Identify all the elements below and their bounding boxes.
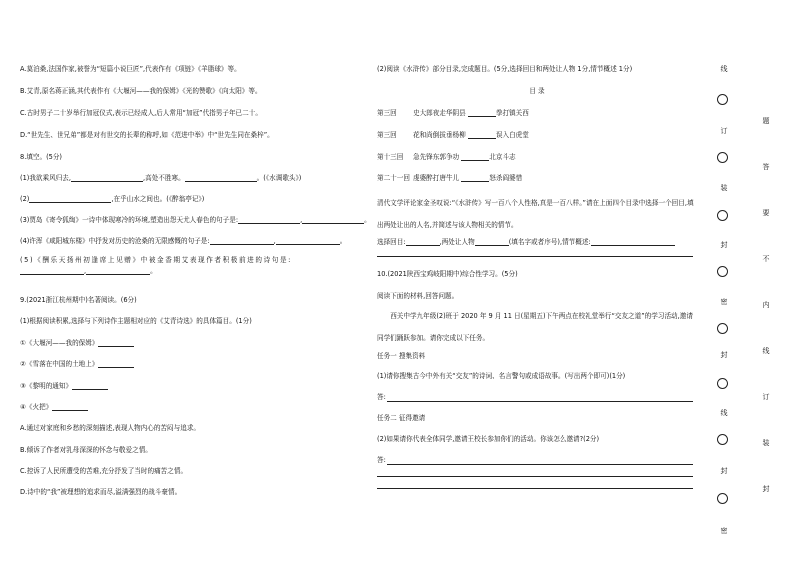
chapter-title-a: 急先锋东郭争功 — [413, 153, 460, 161]
margin-char: 要 — [762, 209, 770, 217]
q9-poem-2 — [20, 360, 134, 368]
chapter-number: 第三回 — [377, 109, 397, 117]
q9-part-1: (1)根据阅读积累,选择与下列诗作主题相对应的《艾青诗选》的具体篇目。(1分) — [20, 317, 252, 325]
poem-title: ③《黎明的通知》 — [20, 382, 73, 390]
task-1-answer — [377, 393, 386, 401]
answer-line — [377, 476, 693, 477]
answer-label: 答: — [377, 456, 386, 464]
margin-char: 线 — [720, 409, 728, 417]
task-2-question: (2)如果请你代表全体同学,邀请王校长参加你们的活动。你该怎么邀请?(2分) — [377, 435, 600, 443]
answer-label: 答: — [377, 393, 386, 401]
margin-char: 订 — [720, 127, 728, 135]
blank — [238, 216, 300, 224]
q9-poem-1 — [20, 339, 134, 347]
answer-line — [377, 256, 693, 257]
option-d-text: D.“世先生、世兄弟”都是对有世交的长辈的称呼,如《范进中举》中“世先生同在桑梓”。 — [20, 131, 274, 139]
binding-hole-icon — [717, 266, 728, 277]
margin-char: 密 — [720, 527, 728, 535]
margin-char: 封 — [762, 485, 770, 493]
question-9-heading: 9.(2021浙江杭州期中)名著阅读。(6分) — [20, 296, 137, 304]
blank — [98, 339, 134, 347]
answer-line-select — [377, 238, 675, 246]
toc-row-1 — [377, 109, 529, 117]
q9-poem-3 — [20, 382, 108, 390]
blank — [210, 237, 274, 245]
toc-row-4 — [377, 174, 522, 182]
margin-char: 答 — [762, 163, 770, 171]
q8-1-suffix: 。(《水调歌头》) — [256, 174, 302, 182]
q8-item-4: (4)许浑《咸阳城东楼》中抒发对历史的沧桑的无限感慨的句子是: , 。 — [20, 237, 347, 245]
q8-item-2 — [20, 195, 204, 203]
blank — [461, 153, 489, 161]
blank — [475, 238, 509, 246]
margin-char: 密 — [720, 298, 728, 306]
option-c-text: C.古时男子二十岁举行加冠仪式,表示已经成人,后人常用“加冠”代指男子年已二十。 — [20, 109, 262, 117]
margin-char: 封 — [720, 351, 728, 359]
chapter-title-b: 拳打镇关西 — [495, 109, 529, 117]
margin-char: 线 — [720, 65, 728, 73]
margin-char: 封 — [720, 241, 728, 249]
margin-char: 线 — [762, 347, 770, 355]
blank — [468, 131, 496, 139]
persons-label: ,两处让人物 — [439, 238, 475, 246]
q8-item-5-answer: , 。 — [20, 267, 157, 275]
q8-2-suffix: ,在乎山水之间也。(《醉翁亭记》) — [111, 195, 205, 203]
blank — [461, 174, 489, 182]
q8-item-3: (3)贾岛《寄令狐绹》一诗中体现寒冷的环境,塑造出怨天尤人春色的句子是: , 。 — [20, 216, 371, 224]
blank — [72, 382, 108, 390]
task-1-heading: 任务一 搜集资料 — [377, 352, 426, 360]
answer-line — [387, 464, 693, 465]
q9-poem-4 — [20, 403, 88, 411]
q8-1-mid: ,高处不胜寒。 — [143, 174, 185, 182]
binding-hole-icon — [717, 152, 728, 163]
q8-3-suffix: 。 — [364, 216, 371, 224]
answer-line — [387, 401, 693, 402]
binding-margin-outer — [712, 0, 736, 562]
blank — [185, 174, 257, 182]
task-1-question: (1)请你搜集古今中外有关“交友”的诗词、名言警句或成语故事。(写出两个即可)(1分) — [377, 372, 626, 380]
margin-char: 装 — [762, 439, 770, 447]
q8-item-1 — [20, 174, 301, 182]
chapter-title-b: 北京斗志 — [489, 153, 516, 161]
margin-char: 内 — [762, 301, 770, 309]
q8-1-prefix: (1)我欲乘风归去, — [20, 174, 71, 182]
chapter-title-b: 误入白虎堂 — [495, 131, 529, 139]
select-label: 选择回目: — [377, 238, 406, 246]
chapter-number: 第三回 — [377, 131, 397, 139]
q8-2-prefix: (2) — [20, 195, 30, 203]
binding-hole-icon — [717, 210, 728, 221]
margin-char: 订 — [762, 393, 770, 401]
binding-hole-icon — [717, 378, 728, 389]
q10-intro: 阅读下面的材料,回答问题。 — [377, 292, 459, 300]
binding-hole-icon — [717, 493, 728, 504]
poem-title: ②《雪落在中国的土地上》 — [20, 360, 99, 368]
margin-char: 题 — [762, 117, 770, 125]
toc-row-2 — [377, 131, 529, 139]
chapter-title-a: 花和尚倒拔垂杨柳 — [413, 131, 466, 139]
question-8-heading: 8.填空。(5分) — [20, 153, 63, 161]
blank — [302, 216, 364, 224]
blank — [52, 403, 88, 411]
chapter-number: 第二十一回 — [377, 174, 410, 182]
option-a-text: A.莫泊桑,法国作家,被誉为“短篇小说巨匠”,代表作有《项链》《羊脂球》等。 — [20, 65, 241, 73]
q8-4-suffix: 。 — [339, 237, 347, 245]
q9-option-b: B.倾诉了作者对乳母深深的怀念与敬爱之情。 — [20, 446, 152, 454]
plot-label: (填名字或者序号),情节概述: — [508, 238, 591, 246]
blank — [591, 238, 675, 246]
q8-3-prefix: (3)贾岛《寄令狐绹》一诗中体现寒冷的环境,塑造出怨天尤人春色的句子是: — [20, 216, 239, 224]
q10-material: 西关中学九年级(2)班于 2020 年 9 月 11 日(星期五)下午两点在校礼堂举行“交友之道”的学习活动,邀请同学们踊跃参加。请你完成以下任务。 — [377, 312, 693, 342]
option-b-text: B.艾青,原名蒋正涵,其代表作有《大堰河——我的保姆》《光的赞歌》《向太阳》等。 — [20, 87, 262, 95]
binding-hole-icon — [717, 434, 728, 445]
toc-title: 目 录 — [529, 87, 545, 95]
margin-char: 封 — [720, 467, 728, 475]
blank — [86, 267, 150, 275]
q9-option-a: A.通过对家庭和乡愁的深刻描述,表现人物内心的苦闷与追求。 — [20, 424, 201, 432]
blank — [406, 238, 440, 246]
q8-4-prefix: (4)许浑《咸阳城东楼》中抒发对历史的沧桑的无限感慨的句子是: — [20, 237, 210, 245]
answer-line — [377, 488, 693, 489]
blank — [71, 174, 143, 182]
margin-char: 装 — [720, 184, 728, 192]
q8-5-suffix: 。 — [150, 267, 157, 275]
task-2-heading: 任务二 征得邀请 — [377, 414, 426, 422]
chapter-title-a: 史大郎夜走华阴县 — [413, 109, 466, 117]
margin-char: 不 — [762, 255, 770, 263]
q9-option-d: D.诗中的“我”被理想的追求而尽,溢满强烈的战斗豪情。 — [20, 488, 182, 496]
toc-row-3 — [377, 153, 516, 161]
blank — [98, 360, 134, 368]
blank — [468, 109, 496, 117]
binding-hole-icon — [717, 323, 728, 334]
blank — [20, 267, 84, 275]
binding-margin-inner — [754, 0, 778, 562]
q9-option-c: C.控诉了人民所遭受的苦难,充分抒发了当时的痛苦之情。 — [20, 467, 188, 475]
poem-title: ④《火把》 — [20, 403, 53, 411]
poem-title: ①《大堰河——我的保姆》 — [20, 339, 99, 347]
q8-item-5: (5)《酬乐天扬州初逢席上见赠》中被金香期艾表现作者积极前进的诗句是: — [20, 256, 292, 264]
question-paragraph: 清代文学评论家金圣叹说:“《水浒传》写一百八个人性格,真是一百八样。”请在上面四个目录中选择一个回目,填出两处让出的人名,并简述与该人物相关的情节。 — [377, 199, 694, 229]
chapter-title-a: 虔婆醉打唐牛儿 — [413, 174, 460, 182]
left-column — [20, 0, 371, 562]
question-10-heading: 10.(2021陕西宝鸡岐阳期中)综合性学习。(5分) — [377, 270, 518, 278]
task-2-answer — [377, 456, 386, 464]
blank — [29, 195, 111, 203]
binding-hole-icon — [717, 94, 728, 105]
chapter-number: 第十三回 — [377, 153, 404, 161]
right-column — [377, 0, 707, 562]
blank — [276, 237, 340, 245]
q9-part-2: (2)阅读《水浒传》部分目录,完成题目。(5分,选择回目和两处让人物 1分,情节概述 1分) — [377, 65, 633, 73]
chapter-title-b: 怒杀阎婆惜 — [489, 174, 523, 182]
